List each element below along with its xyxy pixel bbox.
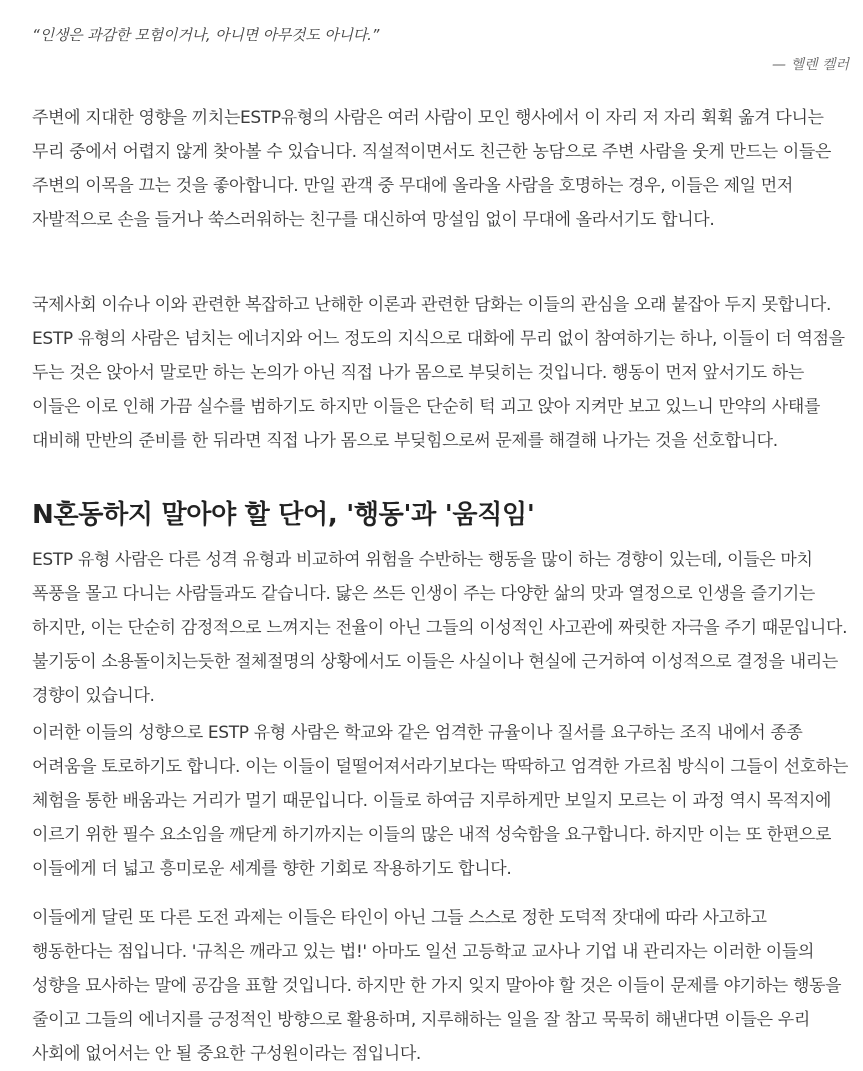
paragraph-2: 국제사회 이슈나 이와 관련한 복잡하고 난해한 이론과 관련한 담화는 이들의 관심을 오래 붙잡아 두지 못합니다. ESTP 유형의 사람은 넘치는 에너지와 어느 정도의 지식으로 대화에 무리 없이 참여하기는 하나, 이들이 더 역점을 두는 것은 앉아서 말로만 하는 논의가 아닌 직접 나가 몸으로 부딪히는 것입니다. 행동이 먼저 앞서기도 하는 이들은 이로 인해 가끔 실수를 범하기도 하지만 이들은 단순히 턱 괴고 앉아 지켜만 보고 있느니 만약의 사태를 대비해 만반의 준비를 한 뒤라면 직접 나가 몸으로 부딪힘으로써 문제를 해결해 나가는 것을 선호합니다. bbox=[32, 295, 845, 451]
paragraph-5: 이들에게 달린 또 다른 도전 과제는 이들은 타인이 아닌 그들 스스로 정한 도덕적 잣대에 따라 사고하고 행동한다는 점입니다. '규칙은 깨라고 있는 법!' 아마도 일선 고등학교 교사나 기업 내 관리자는 이러한 이들의 성향을 묘사하는 말에 공감을 표할 것입니다. 하지만 한 가지 잊지 말아야 할 것은 이들이 문제를 야기하는 행동을 줄이고 그들의 에너지를 긍정적인 방향으로 활용하며, 지루해하는 일을 잘 참고 묵묵히 해낸다면 이들은 우리 사회에 없어서는 안 될 중요한 구성원이라는 점입니다. bbox=[32, 908, 842, 1064]
epigraph-author: — 헬렌 켈러 bbox=[772, 57, 849, 73]
paragraph-3: ESTP 유형 사람은 다른 성격 유형과 비교하여 위험을 수반하는 행동을 많이 하는 경향이 있는데, 이들은 마치 폭풍을 몰고 다니는 사람들과도 같습니다. 닳은 쓰든 인생이 주는 다양한 삶의 맛과 열정으로 인생을 즐기기는 하지만, 이는 단순히 감정적으로 느껴지는 전율이 아닌 그들의 이성적인 사고관에 짜릿한 자극을 주기 때문입니다. 불기둥이 소용돌이치는듯한 절체절명의 상황에서도 이들은 사실이나 현실에 근거하여 이성적으로 결정을 내리는 경향이 있습니다. bbox=[32, 550, 848, 706]
paragraph-1: 주변에 지대한 영향을 끼치는ESTP유형의 사람은 여러 사람이 모인 행사에서 이 자리 저 자리 휙휙 옮겨 다니는 무리 중에서 어렵지 않게 찾아볼 수 있습니다. 직설적이면서도 친근한 농담으로 주변 사람을 웃게 만드는 이들은 주변의 이목을 끄는 것을 좋아합니다. 만일 관객 중 무대에 올라올 사람을 호명하는 경우, 이들은 제일 먼저 자발적으로 손을 들거나 쑥스러워하는 친구를 대신하여 망설임 없이 무대에 올라서기도 합니다. bbox=[32, 108, 832, 230]
epigraph-quote: “인생은 과감한 모험이거나, 아니면 아무것도 아니다.” bbox=[32, 26, 380, 44]
paragraph-4: 이러한 이들의 성향으로 ESTP 유형 사람은 학교와 같은 엄격한 규율이나 질서를 요구하는 조직 내에서 종종 어려움을 토로하기도 합니다. 이는 이들이 덜떨어져서라기보다는 딱딱하고 엄격한 가르침 방식이 그들이 선호하는 체험을 통한 배움과는 거리가 멀기 때문입니다. 이들로 하여금 지루하게만 보일지 모르는 이 과정 역시 목적지에 이르기 위한 필수 요소임을 깨닫게 하기까지는 이들의 많은 내적 성숙함을 요구합니다. 하지만 이는 또 한편으로 이들에게 더 넓고 흥미로운 세계를 향한 기회로 작용하기도 합니다. bbox=[32, 723, 849, 879]
section-heading: N혼동하지 말아야 할 단어, '행동'과 '움직임' bbox=[32, 500, 535, 530]
